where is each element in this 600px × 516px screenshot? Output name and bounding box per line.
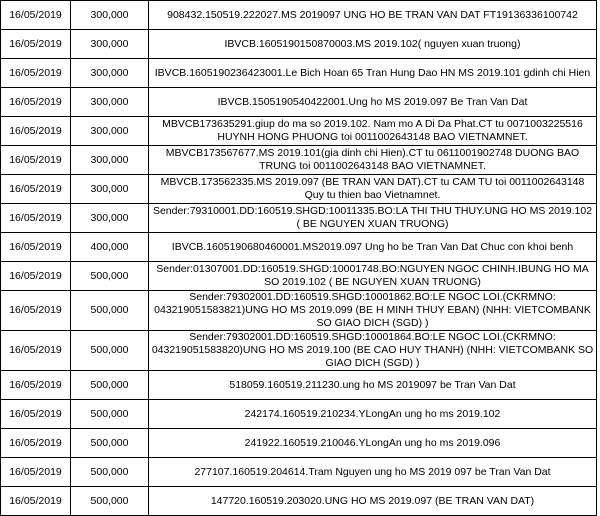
- amount-cell: 300,000: [71, 59, 149, 88]
- amount-cell: 500,000: [71, 429, 149, 458]
- date-cell: 16/05/2019: [1, 291, 71, 331]
- description-cell: IBVCB.1605190680460001.MS2019.097 Ung ho be Tran Van Dat Chuc con khoi benh: [149, 233, 597, 262]
- table-row: [1, 262, 597, 291]
- table-row: [1, 371, 597, 400]
- date-cell: 16/05/2019: [1, 88, 71, 117]
- description-cell: 908432.150519.222027.MS 2019097 UNG HO BE TRAN VAN DAT FT19136336100742: [149, 1, 597, 30]
- description-cell: 147720.160519.203020.UNG HO MS 2019.097 (BE TRAN VAN DAT): [149, 487, 597, 516]
- amount-cell: 300,000: [71, 30, 149, 59]
- amount-cell: 500,000: [71, 262, 149, 291]
- table-row: [1, 146, 597, 175]
- amount-cell: 500,000: [71, 371, 149, 400]
- description-cell: 241922.160519.210046.YLongAn ung ho ms 2019.096: [149, 429, 597, 458]
- description-cell: MBVCB.173562335.MS 2019.097 (BE TRAN VAN DAT).CT tu CAM TU toi 0011002643148 Quy tu thien bao Vietnamnet.: [149, 175, 597, 204]
- table-row: [1, 291, 597, 331]
- table-row: [1, 59, 597, 88]
- date-cell: 16/05/2019: [1, 117, 71, 146]
- date-cell: 16/05/2019: [1, 429, 71, 458]
- date-cell: 16/05/2019: [1, 146, 71, 175]
- table-row: [1, 487, 597, 516]
- table-row: [1, 1, 597, 30]
- date-cell: 16/05/2019: [1, 487, 71, 516]
- date-cell: 16/05/2019: [1, 30, 71, 59]
- description-cell: MBVCB173567677.MS 2019.101(gia dinh chi Hien).CT tu 0611001902748 DUONG BAO TRUNG toi 0011002643148 BAO VIETNAMNET.: [149, 146, 597, 175]
- amount-cell: 400,000: [71, 233, 149, 262]
- amount-cell: 500,000: [71, 400, 149, 429]
- table-row: [1, 30, 597, 59]
- date-cell: 16/05/2019: [1, 371, 71, 400]
- date-cell: 16/05/2019: [1, 204, 71, 233]
- date-cell: 16/05/2019: [1, 400, 71, 429]
- amount-cell: 500,000: [71, 458, 149, 487]
- date-cell: 16/05/2019: [1, 1, 71, 30]
- table-row: [1, 458, 597, 487]
- date-cell: 16/05/2019: [1, 175, 71, 204]
- table-row: [1, 88, 597, 117]
- date-cell: 16/05/2019: [1, 59, 71, 88]
- amount-cell: 300,000: [71, 146, 149, 175]
- amount-cell: 300,000: [71, 117, 149, 146]
- description-cell: IBVCB.1605190150870003.MS 2019.102( nguyen xuan truong): [149, 30, 597, 59]
- description-cell: 518059.160519.211230.ung ho MS 2019097 be Tran Van Dat: [149, 371, 597, 400]
- description-cell: Sender:79302001.DD:160519.SHGD:10001862.BO:LE NGOC LOI.(CKRMNO: 043219051583821)UNG HO MS 2019.099 (BE H MINH THUY EBAN) (NHH: VIETCOMBANK SO GIAO DICH (SGD) ): [149, 291, 597, 331]
- table-row: [1, 331, 597, 371]
- date-cell: 16/05/2019: [1, 331, 71, 371]
- amount-cell: 500,000: [71, 331, 149, 371]
- date-cell: 16/05/2019: [1, 233, 71, 262]
- table-row: [1, 429, 597, 458]
- description-cell: Sender:79310001.DD:160519.SHGD:10011335.BO:LA THI THU THUY.UNG HO MS 2019.102 ( BE NGUYEN XUAN TRUONG): [149, 204, 597, 233]
- amount-cell: 500,000: [71, 291, 149, 331]
- description-cell: Sender:01307001.DD:160519.SHGD:10001748.BO:NGUYEN NGOC CHINH.IBUNG HO MA SO 2019.102 ( BE NGUYEN XUAN TRUONG): [149, 262, 597, 291]
- amount-cell: 300,000: [71, 175, 149, 204]
- amount-cell: 300,000: [71, 204, 149, 233]
- table-row: [1, 400, 597, 429]
- table-row: [1, 175, 597, 204]
- description-cell: 277107.160519.204614.Tram Nguyen ung ho MS 2019 097 be Tran Van Dat: [149, 458, 597, 487]
- table-row: [1, 233, 597, 262]
- date-cell: 16/05/2019: [1, 262, 71, 291]
- amount-cell: 500,000: [71, 487, 149, 516]
- table-row: [1, 204, 597, 233]
- description-cell: IBVCB.1505190540422001.Ung ho MS 2019.097 Be Tran Van Dat: [149, 88, 597, 117]
- description-cell: Sender:79302001.DD:160519.SHGD:10001864.BO:LE NGOC LOI.(CKRMNO: 043219051583820)UNG HO MS 2019.100 (BE CAO HUY THANH) (NHH: VIETCOMBANK SO GIAO DICH (SGD) ): [149, 331, 597, 371]
- date-cell: 16/05/2019: [1, 458, 71, 487]
- description-cell: MBVCB173635291.giup do ma so 2019.102. Nam mo A Di Da Phat.CT tu 0071003225516 HUYNH HONG PHUONG toi 0011002643148 BAO VIETNAMNET.: [149, 117, 597, 146]
- description-cell: IBVCB.1605190236423001.Le Bich Hoan 65 Tran Hung Dao HN MS 2019.101 gdinh chi Hien: [149, 59, 597, 88]
- amount-cell: 300,000: [71, 1, 149, 30]
- table-row: [1, 117, 597, 146]
- description-cell: 242174.160519.210234.YLongAn ung ho ms 2019.102: [149, 400, 597, 429]
- amount-cell: 300,000: [71, 88, 149, 117]
